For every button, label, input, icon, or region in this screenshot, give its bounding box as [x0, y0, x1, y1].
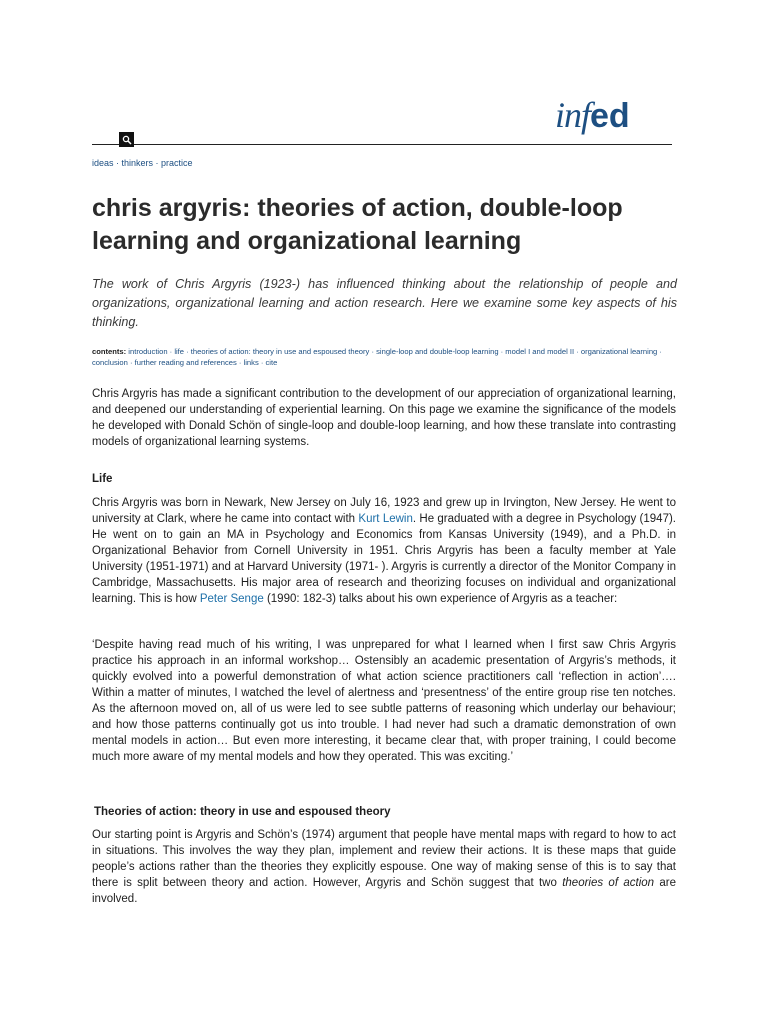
life-text-a: Chris Argyris was born in Newark, New Jersey on July 16, 1923 and grew up in Irvington, New Jersey. He went to university at Clark, where he came into contact with — [92, 497, 676, 525]
theories-text-b: are involved. — [92, 877, 676, 905]
senge-quote: ‘Despite having read much of his writing, I was unprepared for what I learned when I first saw Chris Argyris practice his approach in an informal workshop… Ostensibly an academic presentation of Argyris’s methods, it quickly evolved into a powerful demonstration of what action science practitioners call ‘reflection in action’…. Within a matter of minutes, I watched the level of alertness and ‘presentness’ of the entire group rise ten notches. As the afternoon moved on, all of us were led to see subtle patterns of reasoning which underlay our behaviour; and how those patterns continually got us into trouble. I had never had such a dramatic demonstration of own mental models in action… But even more interesting, it became clear that, with proper training, I could become much more aware of my mental models and how they operated. This was exciting.’ — [92, 639, 676, 763]
header-rule — [92, 144, 672, 145]
contents-link[interactable]: organizational learning — [580, 347, 658, 356]
contents-link[interactable]: model I and model II — [505, 347, 575, 356]
top-nav — [92, 158, 193, 168]
peter-senge-link[interactable]: Peter Senge — [199, 593, 264, 605]
search-icon — [122, 135, 132, 145]
contents-link[interactable]: further reading and references — [134, 358, 237, 367]
intro-text: The work of Chris Argyris (1923-) has influenced thinking about the relationship of people and organizations, organizational learning and action research. Here we examine some key aspects of his thinking. — [92, 277, 677, 329]
kurt-lewin-link[interactable]: Kurt Lewin — [358, 513, 413, 525]
page-title: chris argyris: theories of action, double-loop learning and organizational learning — [92, 194, 623, 255]
contents-link[interactable]: life — [174, 347, 185, 356]
nav-separator: · — [153, 158, 162, 168]
contents-link[interactable]: theories of action: theory in use and espoused theory — [190, 347, 370, 356]
section-heading-theories: Theories of action: theory in use and espoused theory — [94, 806, 391, 818]
intro-paragraph: Chris Argyris has made a significant contribution to the development of our appreciation of organizational learning, and deepened our understanding of experiential learning. On this page we examine the significance of the models he developed with Donald Schön of single-loop and double-loop learning, and how these translate into contrasting models of organizational learning systems. — [92, 388, 676, 448]
contents-link[interactable]: links — [243, 358, 259, 367]
contents-link[interactable]: conclusion — [92, 358, 128, 367]
contents-link[interactable]: introduction — [128, 347, 168, 356]
nav-item-ideas[interactable]: ideas — [92, 158, 114, 168]
infed-logo[interactable] — [555, 94, 677, 138]
theories-paragraph — [92, 827, 676, 907]
theories-text-a: Our starting point is Argyris and Schön’s (1974) argument that people have mental maps with regard to how to act in situations. This involves the way they plan, implement and review their actions. It is these maps that guide people’s actions rather than the theories they explicitly espouse. One way of making sense of this is to say that there is split between theory and action. However, Argyris and Schön suggest that two — [92, 829, 676, 889]
contents-list: contents: introduction · life · theories of action: theory in use and espoused theory · single-loop and double-loop learning · model I and model II · organizational learning · conclusion · further reading and references · links · cite — [92, 347, 662, 367]
nav-item-thinkers[interactable]: thinkers — [121, 158, 154, 168]
nav-item-practice[interactable]: practice — [161, 158, 193, 168]
life-text-b: . He graduated with a degree in Psychology (1947). He went on to gain an MA in Psychology and Economics from Kansas University (1949), and a Ph.D. in Organizational Behavior from Cornell University in 1951. Chris Argyris has been a faculty member at Yale University (1951-1971) and at Harvard University (1971- ). Argyris is currently a director of the Monitor Company in Cambridge, Massachusetts. His major area of research and theorizing focuses on individual and organizational learning. This is how — [92, 513, 676, 605]
search-button[interactable] — [119, 132, 134, 147]
logo-text-ed: ed — [590, 97, 630, 135]
contents-link[interactable]: single-loop and double-loop learning — [376, 347, 499, 356]
nav-separator: · — [113, 158, 122, 168]
life-paragraph — [92, 495, 676, 607]
life-text-c: (1990: 182-3) talks about his own experience of Argyris as a teacher: — [263, 593, 618, 605]
contents-label: contents: — [92, 347, 127, 356]
logo-text-inf: inf — [555, 95, 591, 135]
section-heading-life: Life — [92, 473, 113, 485]
contents-link[interactable]: cite — [265, 358, 278, 367]
theories-emphasis: theories of action — [562, 877, 655, 889]
